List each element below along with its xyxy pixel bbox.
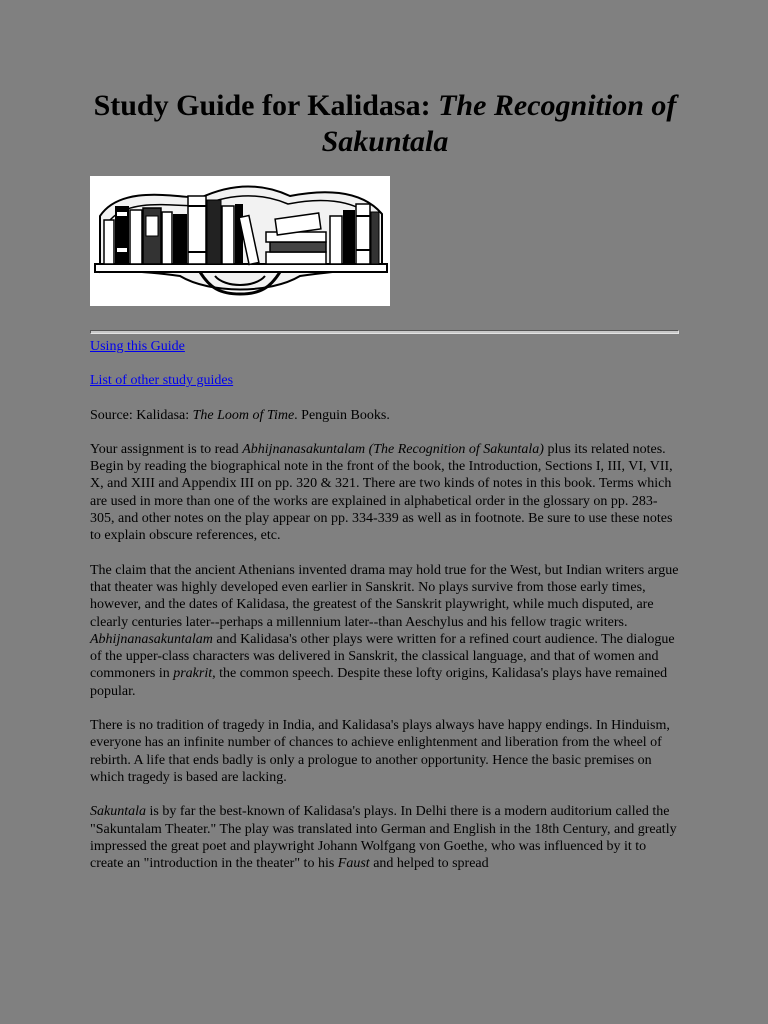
using-guide-link[interactable]: Using this Guide <box>90 339 185 354</box>
athenians-italic-1: Abhijnanasakuntalam <box>90 631 213 647</box>
source-publisher: . Penguin Books. <box>294 407 390 423</box>
source-label: Source: Kalidasa: <box>90 407 193 423</box>
assignment-text-2: plus its related notes. Begin by reading the biographical note in the front of the book, the Introduction, Sections I, III, VI, VII, X, and XIII and Appendix III on pp. 320 & 321. There are two kinds of notes in this book. Terms which are used in more than one of the works are explained in alphabetical order in the glossary on pp. 283-305, and other notes on the play appear on pp. 334-339 as well as in footnote. Be sure to use these notes to explain obscure references, etc. <box>90 441 673 544</box>
sakuntala-italic-2: Faust <box>337 856 370 872</box>
horizontal-rule <box>90 330 679 334</box>
source-book-title: The Loom of Time <box>192 407 295 423</box>
link-paragraph-guides <box>90 372 680 389</box>
athenians-italic-2: prakrit, <box>173 666 216 682</box>
assignment-paragraph <box>90 441 680 545</box>
source-paragraph <box>90 407 680 424</box>
sakuntala-text-1: is by far the best-known of Kalidasa's plays. In Delhi there is a modern auditorium called the "Sakuntalam Theater." The play was translated into German and English in the 18th Century, and greatly impressed the great poet and playwright Johann Wolfgang von Goethe, who was influenced by it to create an "introduction in the theater" to his <box>90 804 677 872</box>
document-body <box>90 338 680 889</box>
link-paragraph-using <box>90 338 680 355</box>
athenians-paragraph <box>90 562 680 700</box>
bookshelf-illustration-icon <box>90 176 390 306</box>
athenians-text-1: The claim that the ancient Athenians invented drama may hold true for the West, but Indian writers argue that theater was highly developed even earlier in Sanskrit. No plays survive from those early times, however, and the dates of Kalidasa, the greatest of the Sanskrit playwright, while much disputed, are clearly centuries later--perhaps a millennium later--than Aeschylus and his fellow tragic writers. <box>90 562 679 630</box>
sakuntala-italic-1: Sakuntala <box>90 804 146 820</box>
sakuntala-text-2: and helped to spread <box>369 856 489 872</box>
sakuntala-paragraph <box>90 803 680 872</box>
athenians-text-2: and Kalidasa's other plays were written for a refined court audience. The dialogue of the upper-class characters was delivered in Sanskrit, the classical language, and that of women and commoners in <box>90 631 675 682</box>
title-italic: The Recognition of Sakuntala <box>321 89 677 158</box>
title-prefix: Study Guide for Kalidasa: <box>93 89 439 122</box>
assignment-text-1: Your assignment is to read <box>90 441 243 457</box>
page-title <box>90 88 680 160</box>
tragedy-paragraph: There is no tradition of tragedy in India, and Kalidasa's plays always have happy endings. In Hinduism, everyone has an infinite number of chances to achieve enlightenment and liberation from the wheel of rebirth. A life that ends badly is only a prologue to another opportunity. Hence the basic premises on which tragedy is based are lacking. <box>90 718 670 785</box>
athenians-text-3: the common speech. Despite these lofty origins, Kalidasa's plays have remained popular. <box>90 666 668 699</box>
other-guides-link[interactable]: List of other study guides <box>90 373 234 389</box>
assignment-italic: Abhijnanasakuntalam (The Recognition of Sakuntala) <box>242 441 544 457</box>
